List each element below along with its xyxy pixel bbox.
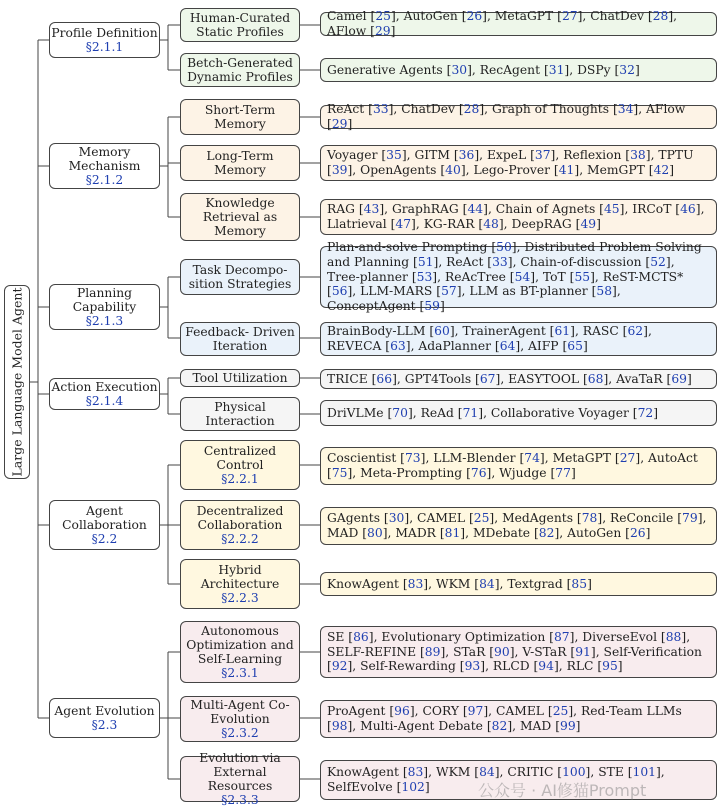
citation-number[interactable]: 92 <box>331 659 348 674</box>
citation-number[interactable]: 58 <box>596 284 613 299</box>
citation-item: RecAgent [31] <box>479 62 570 77</box>
citation-item: STE [101] <box>598 765 661 780</box>
level2-label: Autonomous Optimization and Self-Learning <box>186 623 294 666</box>
citation-number[interactable]: 25 <box>375 9 391 24</box>
root-node <box>4 285 30 479</box>
citation-number[interactable]: 101 <box>632 765 656 780</box>
citation-number[interactable]: 75 <box>331 466 348 480</box>
citation-item: Wjudge [77] <box>499 466 576 480</box>
level2-node <box>180 559 300 609</box>
citation-number[interactable]: 33 <box>372 102 389 117</box>
level1-label: Action Execution <box>51 379 158 394</box>
citation-item: Chain-of-discussion [52] <box>520 254 671 269</box>
citation-item: ReAd [71] <box>420 405 484 420</box>
citation-number[interactable]: 99 <box>560 719 576 733</box>
reference-list: Plan-and-solve Prompting [50], Distributed Problem Solving and Planning [51], ReAct [33], Chain-of-discussion [52], Tree-planner [53], ReAcTree [54], ToT [55], ReST-MCTS* [56], LLM-MARS [57], LLM as BT-planner [58], ConceptAgent [59] <box>320 246 717 308</box>
section-link[interactable]: §2.3.2 <box>221 726 259 740</box>
citation-item: Tree-planner [53] <box>327 269 438 284</box>
citation-item: CRITIC [100] <box>507 765 591 780</box>
reference-list: GAgents [30], CAMEL [25], MedAgents [78], ReConcile [79], MAD [80], MADR [81], MDebate [82], AutoGen [26] <box>320 507 717 545</box>
citation-item: MAD [99] <box>519 719 581 733</box>
reference-list: Camel [25], AutoGen [26], MetaGPT [27], ChatDev [28], AFlow [29] <box>320 12 717 36</box>
section-link[interactable]: §2.1.3 <box>85 314 124 328</box>
section-link[interactable]: §2.2.1 <box>221 472 259 486</box>
citation-item: LLM as BT-planner [58] <box>469 284 617 299</box>
citation-number[interactable]: 44 <box>467 202 484 217</box>
citation-number[interactable]: 55 <box>574 269 591 284</box>
citation-item: Reflexion [38] <box>563 148 651 163</box>
citation-number[interactable]: 102 <box>401 780 425 794</box>
citation-number[interactable]: 93 <box>464 659 481 674</box>
level1-node <box>49 378 160 410</box>
section-link[interactable]: §2.3.1 <box>221 666 259 681</box>
root-label: Large Language Model Agent <box>9 287 25 477</box>
citation-number[interactable]: 35 <box>386 148 402 163</box>
citation-number[interactable]: 28 <box>463 102 480 117</box>
citation-item: KnowAgent [83] <box>327 765 429 780</box>
citation-number[interactable]: 59 <box>424 299 440 314</box>
citation-number[interactable]: 48 <box>483 217 499 231</box>
citation-item: MAD [80] <box>327 526 388 540</box>
level2-node <box>180 8 300 42</box>
citation-item: Generative Agents [30] <box>327 62 472 77</box>
citation-number[interactable]: 27 <box>619 451 636 466</box>
citation-number[interactable]: 27 <box>561 9 578 24</box>
level2-label: Multi-Agent Co-Evolution <box>190 697 290 726</box>
citation-number[interactable]: 60 <box>434 324 450 339</box>
citation-number[interactable]: 72 <box>637 405 654 420</box>
citation-item: MemGPT [42] <box>587 163 675 177</box>
citation-item: LLM-MARS [57] <box>360 284 462 299</box>
citation-number[interactable]: 67 <box>479 371 496 386</box>
citation-number[interactable]: 100 <box>562 765 586 780</box>
citation-number[interactable]: 85 <box>571 576 588 591</box>
citation-number[interactable]: 26 <box>629 526 646 540</box>
citation-number[interactable]: 31 <box>548 62 565 77</box>
citation-item: MedAgents [78] <box>502 511 603 526</box>
citation-number[interactable]: 71 <box>462 405 479 420</box>
section-link[interactable]: §2.2 <box>91 532 118 546</box>
citation-number[interactable]: 32 <box>619 62 635 77</box>
reference-list: SE [86], Evolutionary Optimization [87], DiverseEvol [88], SELF-REFINE [89], STaR [90], V-STaR [91], Self-Verification [92], Self-Rewarding [93], RLCD [94], RLC [95] <box>320 626 717 678</box>
citation-number[interactable]: 52 <box>650 254 666 269</box>
reference-list: ReAct [33], ChatDev [28], Graph of Thoughts [34], AFlow [29] <box>320 105 717 129</box>
citation-item: DSPy [32] <box>577 62 640 77</box>
citation-item: ChatDev [28] <box>401 102 485 117</box>
citation-number[interactable]: 83 <box>407 765 424 780</box>
citation-item: RLC [95] <box>566 659 623 674</box>
citation-number[interactable]: 61 <box>554 324 571 339</box>
citation-item: MADR [81] <box>395 526 466 540</box>
citation-item: Multi-Agent Debate [82] <box>360 719 513 733</box>
citation-item: AvaTaR [69] <box>616 371 692 386</box>
level2-node <box>180 99 300 135</box>
citation-number[interactable]: 56 <box>331 284 348 299</box>
citation-item: GITM [36] <box>414 148 480 163</box>
citation-item: ProAgent [96] <box>327 704 415 719</box>
citation-item: TrainerAgent [61] <box>462 324 575 339</box>
level1-label: Memory Mechanism <box>68 144 141 173</box>
citation-item: AFlow [29] <box>327 24 396 38</box>
citation-item: AFlow [29] <box>327 102 686 131</box>
citation-item: ReAcTree [54] <box>444 269 536 284</box>
level1-node <box>49 284 160 330</box>
level2-node <box>180 259 300 295</box>
citation-item: Coscientist [73] <box>327 451 426 466</box>
citation-item: AutoGen [26] <box>567 526 651 540</box>
citation-item: ExpeL [37] <box>486 148 556 163</box>
level2-node <box>180 322 300 356</box>
citation-number[interactable]: 98 <box>331 719 348 733</box>
level2-label: Hybrid Architecture <box>200 562 280 591</box>
citation-item: DriVLMe [70] <box>327 405 413 420</box>
level2-label: Human-Curated Static Profiles <box>189 10 291 39</box>
citation-number[interactable]: 28 <box>652 9 669 24</box>
citation-number[interactable]: 40 <box>445 163 461 177</box>
citation-item: Distributed Problem Solving and Planning [51] <box>327 240 702 269</box>
level2-node <box>180 193 300 241</box>
reference-list: Generative Agents [30], RecAgent [31], DSPy [32] <box>320 58 717 82</box>
citation-number[interactable]: 38 <box>630 148 646 163</box>
citation-item: RASC [62] <box>582 324 648 339</box>
citation-item: DeepRAG [49] <box>511 217 601 231</box>
citation-number[interactable]: 41 <box>558 163 575 177</box>
reference-list: RAG [43], GraphRAG [44], Chain of Agnets [45], IRCoT [46], Llatrieval [47], KG-RAR [48], DeepRAG [49] <box>320 199 717 235</box>
level2-node <box>180 440 300 490</box>
level1-node <box>49 143 160 189</box>
citation-item: AIFP [65] <box>528 339 588 353</box>
level2-node <box>180 145 300 181</box>
citation-number[interactable]: 79 <box>682 511 698 526</box>
citation-item: GraphRAG [44] <box>391 202 488 217</box>
section-link[interactable]: §2.2.2 <box>221 532 259 546</box>
citation-number[interactable]: 33 <box>492 254 508 269</box>
level1-label: Agent Evolution <box>54 703 155 718</box>
citation-item: EASYTOOL [68] <box>508 371 609 386</box>
level2-node <box>180 369 300 387</box>
citation-item: GPT4Tools [67] <box>404 371 501 386</box>
citation-item: Graph of Thoughts [34] <box>491 102 639 117</box>
level1-node <box>49 500 160 550</box>
level1-node <box>49 698 160 738</box>
citation-item: Self-Verification [92] <box>327 644 702 674</box>
citation-item: SELF-REFINE [89] <box>327 644 446 659</box>
level1-label: Planning Capability <box>72 285 137 314</box>
citation-number[interactable]: 86 <box>353 629 369 644</box>
citation-item: LLM-Blender [74] <box>433 451 545 466</box>
level1-node <box>49 22 160 58</box>
citation-item: ReST-MCTS* [56] <box>327 269 684 299</box>
citation-item: Self-Rewarding [93] <box>360 659 486 674</box>
citation-number[interactable]: 76 <box>470 466 487 480</box>
level2-node <box>180 621 300 683</box>
level2-node <box>180 397 300 431</box>
citation-number[interactable]: 70 <box>392 405 408 420</box>
citation-number[interactable]: 80 <box>367 526 383 540</box>
citation-number[interactable]: 43 <box>363 202 380 217</box>
citation-number[interactable]: 84 <box>479 765 495 780</box>
citation-number[interactable]: 25 <box>552 704 569 719</box>
citation-item: MetaGPT [27] <box>552 451 641 466</box>
citation-number[interactable]: 36 <box>458 148 475 163</box>
citation-item: CAMEL [25] <box>417 511 495 526</box>
citation-item: TRICE [66] <box>327 371 397 386</box>
citation-number[interactable]: 63 <box>390 339 406 353</box>
citation-number[interactable]: 30 <box>388 511 405 526</box>
citation-number[interactable]: 25 <box>473 511 490 526</box>
citation-item: AutoAct [75] <box>327 451 698 480</box>
citation-item: ReAct [33] <box>446 254 513 269</box>
citation-item: Textgrad [85] <box>507 576 592 591</box>
citation-number[interactable]: 65 <box>567 339 583 353</box>
reference-list: TRICE [66], GPT4Tools [67], EASYTOOL [68], AvaTaR [69] <box>320 369 717 389</box>
level2-label: Long-Term Memory <box>206 148 274 177</box>
citation-item: Collaborative Voyager [72] <box>490 405 659 420</box>
level2-label: Feedback- Driven Iteration <box>185 324 295 353</box>
citation-item: MetaGPT [27] <box>494 9 583 24</box>
citation-item: V-STaR [91] <box>522 644 596 659</box>
section-link[interactable]: §2.3.3 <box>221 793 259 807</box>
citation-item: REVECA [63] <box>327 339 411 353</box>
citation-number[interactable]: 89 <box>424 644 441 659</box>
level2-label: Physical Interaction <box>205 399 275 428</box>
level2-node <box>180 696 300 742</box>
citation-number[interactable]: 74 <box>524 451 540 466</box>
citation-item: DiverseEvol [88] <box>582 629 687 644</box>
citation-item: IRCoT [46] <box>632 202 701 217</box>
level2-node <box>180 750 300 807</box>
level2-label: Decentralized Collaboration <box>196 503 284 532</box>
citation-number[interactable]: 87 <box>553 629 570 644</box>
citation-number[interactable]: 37 <box>534 148 551 163</box>
citation-number[interactable]: 64 <box>499 339 516 353</box>
citation-item: SE [86] <box>327 629 374 644</box>
section-link[interactable]: §2.1.4 <box>85 394 124 408</box>
citation-number[interactable]: 30 <box>451 62 468 77</box>
citation-number[interactable]: 78 <box>581 511 598 526</box>
citation-number[interactable]: 53 <box>416 269 433 284</box>
citation-item: WKM [84] <box>435 765 500 780</box>
citation-number[interactable]: 97 <box>467 704 484 719</box>
citation-item: ReAct [33] <box>327 102 394 117</box>
citation-item: Plan-and-solve Prompting [50] <box>327 240 517 255</box>
citation-number[interactable]: 51 <box>417 254 434 269</box>
citation-item: MDebate [82] <box>472 526 560 540</box>
citation-number[interactable]: 95 <box>602 659 618 674</box>
citation-item: RLCD [94] <box>492 659 559 674</box>
citation-number[interactable]: 42 <box>653 163 670 177</box>
citation-number[interactable]: 29 <box>374 24 391 38</box>
citation-number[interactable]: 94 <box>538 659 554 674</box>
citation-item: TPTU [39] <box>327 148 694 177</box>
citation-number[interactable]: 39 <box>331 163 348 177</box>
reference-list: Coscientist [73], LLM-Blender [74], MetaGPT [27], AutoAct [75], Meta-Prompting [76], Wjudge [77] <box>320 447 717 485</box>
citation-number[interactable]: 73 <box>404 451 421 466</box>
citation-number[interactable]: 50 <box>496 240 512 255</box>
citation-item: Evolutionary Optimization [87] <box>381 629 575 644</box>
citation-item: Chain of Agnets [45] <box>495 202 625 217</box>
citation-number[interactable]: 29 <box>331 117 348 131</box>
citation-number[interactable]: 45 <box>603 202 620 217</box>
section-link[interactable]: §2.1.2 <box>85 173 124 187</box>
citation-item: Red-Team LLMs [98] <box>327 704 682 733</box>
reference-list: KnowAgent [83], WKM [84], CRITIC [100], STE [101], SelfEvolve [102] <box>320 760 717 800</box>
citation-item: GAgents [30] <box>327 511 410 526</box>
citation-number[interactable]: 91 <box>575 644 591 659</box>
citation-number[interactable]: 57 <box>441 284 457 299</box>
level2-label: Tool Utilization <box>192 370 288 385</box>
citation-item: Voyager [35] <box>327 148 407 163</box>
level2-node <box>180 53 300 87</box>
citation-number[interactable]: 47 <box>395 217 412 231</box>
citation-item: ToT [55] <box>542 269 595 284</box>
reference-list: DriVLMe [70], ReAd [71], Collaborative Voyager [72] <box>320 400 717 426</box>
citation-item: ChatDev [28] <box>590 9 674 24</box>
citation-number[interactable]: 81 <box>444 526 461 540</box>
citation-item: ConceptAgent [59] <box>327 299 445 314</box>
citation-item: WKM [84] <box>435 576 500 591</box>
citation-number[interactable]: 34 <box>617 102 634 117</box>
citation-item: STaR [90] <box>453 644 515 659</box>
reference-list: KnowAgent [83], WKM [84], Textgrad [85] <box>320 572 717 596</box>
citation-number[interactable]: 90 <box>494 644 510 659</box>
citation-item: Camel [25] <box>327 9 396 24</box>
citation-number[interactable]: 88 <box>665 629 682 644</box>
level2-label: Evolution via External Resources <box>199 750 281 793</box>
watermark: 公众号 · AI修猫Prompt <box>478 781 647 800</box>
level2-label: Short-Term Memory <box>204 102 276 131</box>
citation-number[interactable]: 62 <box>627 324 644 339</box>
citation-number[interactable]: 77 <box>555 466 571 480</box>
citation-number[interactable]: 83 <box>407 576 424 591</box>
citation-item: AutoGen [26] <box>403 9 487 24</box>
citation-number[interactable]: 49 <box>580 217 597 231</box>
citation-number[interactable]: 82 <box>538 526 555 540</box>
level1-label: Agent Collaboration <box>62 503 147 532</box>
citation-item: RAG [43] <box>327 202 385 217</box>
citation-item: KnowAgent [83] <box>327 576 429 591</box>
section-link[interactable]: §2.2.3 <box>221 591 259 605</box>
citation-item: KG-RAR [48] <box>423 217 504 231</box>
citation-item: AdaPlanner [64] <box>418 339 521 353</box>
citation-item: BrainBody-LLM [60] <box>327 324 455 339</box>
citation-item: Meta-Prompting [76] <box>360 466 492 480</box>
reference-list: Voyager [35], GITM [36], ExpeL [37], Reflexion [38], TPTU [39], OpenAgents [40], Lego-Prover [41], MemGPT [42] <box>320 145 717 181</box>
citation-number[interactable]: 26 <box>466 9 483 24</box>
level1-label: Profile Definition <box>51 25 158 40</box>
level2-label: Centralized Control <box>203 443 277 472</box>
section-link[interactable]: §2.1.1 <box>85 40 124 54</box>
level2-label: Task Decompo- sition Strategies <box>188 262 292 291</box>
citation-item: CAMEL [25] <box>495 704 574 719</box>
citation-item: ReConcile [79] <box>610 511 703 526</box>
citation-number[interactable]: 82 <box>491 719 508 733</box>
level2-label: Betch-Generated Dynamic Profiles <box>187 55 293 84</box>
citation-number[interactable]: 66 <box>376 371 393 386</box>
citation-item: SelfEvolve [102] <box>327 780 430 794</box>
level2-node <box>180 500 300 550</box>
citation-number[interactable]: 54 <box>514 269 531 284</box>
citation-item: Llatrieval [47] <box>327 217 416 231</box>
citation-number[interactable]: 69 <box>671 371 687 386</box>
citation-item: OpenAgents [40] <box>360 163 466 177</box>
section-link[interactable]: §2.3 <box>91 718 118 732</box>
level2-label: Knowledge Retrieval as Memory <box>202 195 278 238</box>
citation-number[interactable]: 96 <box>394 704 410 719</box>
citation-item: CORY [97] <box>422 704 489 719</box>
citation-number[interactable]: 46 <box>680 202 696 217</box>
citation-item: Lego-Prover [41] <box>473 163 580 177</box>
citation-number[interactable]: 84 <box>479 576 495 591</box>
reference-list: ProAgent [96], CORY [97], CAMEL [25], Red-Team LLMs [98], Multi-Agent Debate [82], MAD [99] <box>320 700 717 738</box>
citation-number[interactable]: 68 <box>587 371 604 386</box>
reference-list: BrainBody-LLM [60], TrainerAgent [61], RASC [62], REVECA [63], AdaPlanner [64], AIFP [65] <box>320 322 717 356</box>
